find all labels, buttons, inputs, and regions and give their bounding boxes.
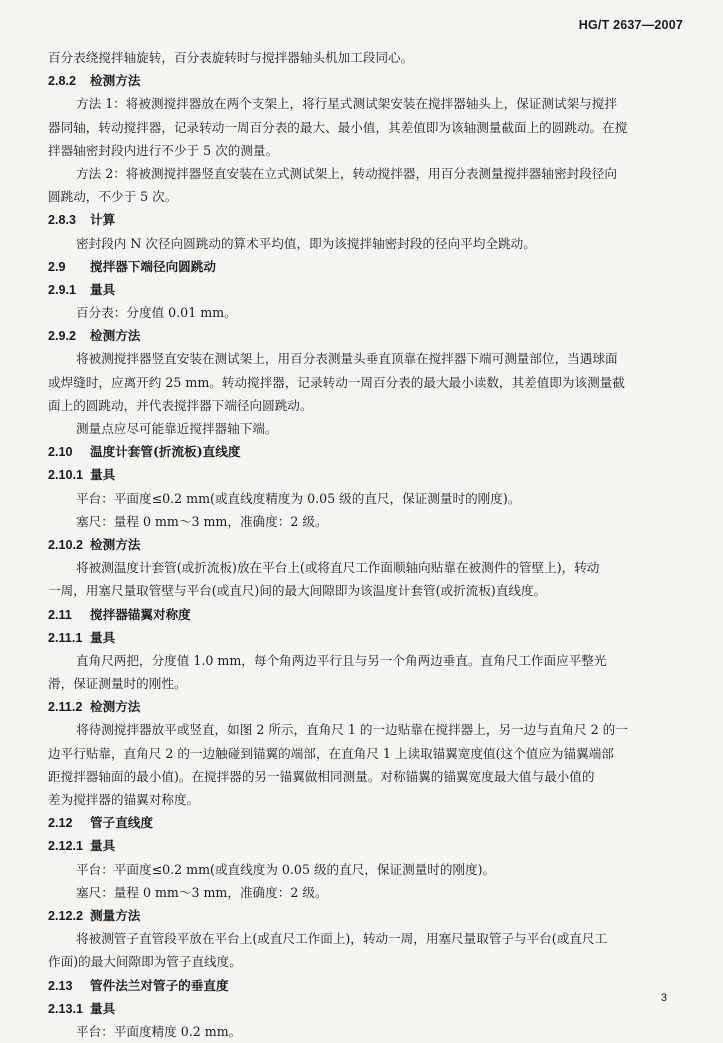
paragraph-line: 边平行贴靠，直角尺 2 的一边触碰到锚翼的端部，在直角尺 1 上读取锚翼宽度值(这个值应为锚翼端部: [48, 745, 614, 761]
section-title: 计算: [90, 212, 116, 228]
section-number: 2.13: [48, 978, 73, 993]
paragraph-line: 距搅拌器轴面的最小值)。在搅拌器的另一锚翼做相同测量。对称锚翼的锚翼宽度最大值与最小值的: [48, 768, 595, 784]
section-title: 检测方法: [90, 536, 141, 552]
section-number: 2.9: [48, 259, 66, 274]
section-number: 2.12.1: [48, 839, 84, 854]
paragraph-line: 平台：平面度≤0.2 mm(或直线度精度为 0.05 级的直尺，保证测量时的刚度)。: [76, 490, 521, 506]
paragraph-line: 平台：平面度≤0.2 mm(或直线度为 0.05 级的直尺，保证测量时的刚度)。: [76, 861, 496, 877]
section-title: 检测方法: [90, 73, 141, 89]
section-heading: [48, 533, 683, 556]
paragraph-line: 圆跳动，不少于 5 次。: [48, 189, 178, 205]
section-title: 温度计套管(折流板)直线度: [90, 444, 241, 460]
paragraph-line: 百分表：分度值 0.01 mm。: [76, 305, 237, 321]
section-title: 量具: [90, 281, 116, 297]
paragraph-line: 滑，保证测量时的刚性。: [48, 676, 187, 692]
section-title: 管子直线度: [90, 815, 153, 831]
section-heading: [48, 440, 683, 463]
section-title: 检测方法: [90, 699, 141, 715]
section-number: 2.11.1: [48, 630, 83, 645]
paragraph-line: 平台：平面度精度 0.2 mm。: [76, 1023, 242, 1039]
paragraph-line: 直角尺两把，分度值 1.0 mm，每个角两边平行且与另一个角两边垂直。直角尺工作面应平整光: [76, 652, 607, 668]
paragraph-line: 作面)的最大间隙即为管子直线度。: [48, 954, 242, 970]
section-number: 2.8.3: [48, 213, 77, 228]
section-number: 2.11.2: [48, 700, 83, 715]
section-number: 2.10: [48, 445, 73, 460]
section-number: 2.10.2: [48, 537, 84, 552]
section-number: 2.8.2: [48, 74, 77, 89]
section-heading: [48, 997, 683, 1020]
paragraph-line: 方法 2：将被测搅拌器竖直安装在立式测试架上，转动搅拌器，用百分表测量搅拌器轴密封段径向: [76, 165, 617, 181]
section-title: 搅拌器下端径向圆跳动: [90, 258, 216, 274]
paragraph-line: 面上的圆跳动，并代表搅拌器下端径向圆跳动。: [48, 397, 313, 413]
section-title: 管件法兰对管子的垂直度: [90, 977, 229, 993]
paragraph-line: 器同轴，转动搅拌器，记录转动一周百分表的最大、最小值，其差值即为该轴测量截面上的圆跳动。在搅: [48, 119, 628, 135]
section-heading: [48, 463, 683, 486]
section-title: 检测方法: [90, 328, 141, 344]
section-heading: [48, 904, 683, 927]
section-heading: [48, 69, 683, 92]
section-heading: [48, 834, 683, 857]
section-title: 测量方法: [90, 907, 141, 923]
paragraph-line: 百分表绕搅拌轴旋转，百分表旋转时与搅拌器轴头机加工段同心。: [48, 50, 414, 65]
standard-code: HG/T 2637—2007: [578, 18, 683, 32]
paragraph-line: 差为搅拌器的锚翼对称度。: [48, 792, 200, 807]
document-body: [48, 46, 683, 1043]
paragraph-line: 将待测搅拌器放平或竖直，如图 2 所示，直角尺 1 的一边贴靠在搅拌器上，另一边与直角尺 2 的一: [76, 722, 628, 738]
section-number: 2.12.2: [48, 908, 84, 923]
paragraph-line: 将被测温度计套管(或折流板)放在平台上(或将直尺工作面顺轴向贴靠在被测件的管壁上)，转动: [76, 560, 600, 576]
paragraph-line: 测量点应尽可能靠近搅拌器轴下端。: [76, 421, 278, 436]
section-number: 2.12: [48, 816, 73, 831]
section-heading: [48, 278, 683, 301]
section-number: 2.11: [48, 607, 72, 622]
section-title: 搅拌器锚翼对称度: [90, 606, 191, 622]
paragraph-line: 密封段内 N 次径向圆跳动的算术平均值，即为该搅拌轴密封段的径向平均全跳动。: [76, 235, 536, 251]
section-heading: [48, 324, 683, 347]
paragraph-line: 塞尺：量程 0 mm～3 mm，准确度：2 级。: [76, 884, 328, 900]
paragraph-line: 方法 1：将被测搅拌器放在两个支架上，将行星式测试架安装在搅拌器轴头上，保证测试架与搅拌: [76, 96, 617, 112]
section-heading: [48, 974, 683, 997]
paragraph-line: 塞尺：量程 0 mm～3 mm，准确度：2 级。: [76, 513, 328, 529]
section-heading: [48, 626, 683, 649]
paragraph-line: 或焊缝时，应离开约 25 mm。转动搅拌器，记录转动一周百分表的最大最小读数，其差值即为该测量截: [48, 374, 625, 390]
section-number: 2.9.2: [48, 329, 77, 344]
paragraph-line: 一周，用塞尺量取管壁与平台(或直尺)间的最大间隙即为该温度计套管(或折流板)直线度。: [48, 583, 547, 599]
section-heading: [48, 208, 683, 231]
section-title: 量具: [90, 629, 116, 645]
paragraph-line: 拌器轴密封段内进行不少于 5 次的测量。: [48, 142, 279, 158]
section-number: 2.9.1: [48, 282, 77, 297]
section-number: 2.13.1: [48, 1001, 84, 1016]
paragraph-line: 将被测搅拌器竖直安装在测试架上，用百分表测量头垂直顶靠在搅拌器下端可测量部位，当遇球面: [76, 351, 618, 367]
section-heading: [48, 255, 683, 278]
paragraph-line: 将被测管子直管段平放在平台上(或直尺工作面上)，转动一周，用塞尺量取管子与平台(或直尺工: [76, 931, 608, 947]
section-heading: [48, 811, 683, 834]
section-title: 量具: [90, 467, 116, 483]
section-heading: [48, 695, 683, 718]
section-title: 量具: [90, 1000, 116, 1016]
section-title: 量具: [90, 838, 116, 854]
section-number: 2.10.1: [48, 468, 84, 483]
section-heading: [48, 603, 683, 626]
page-number: 3: [660, 992, 667, 1004]
